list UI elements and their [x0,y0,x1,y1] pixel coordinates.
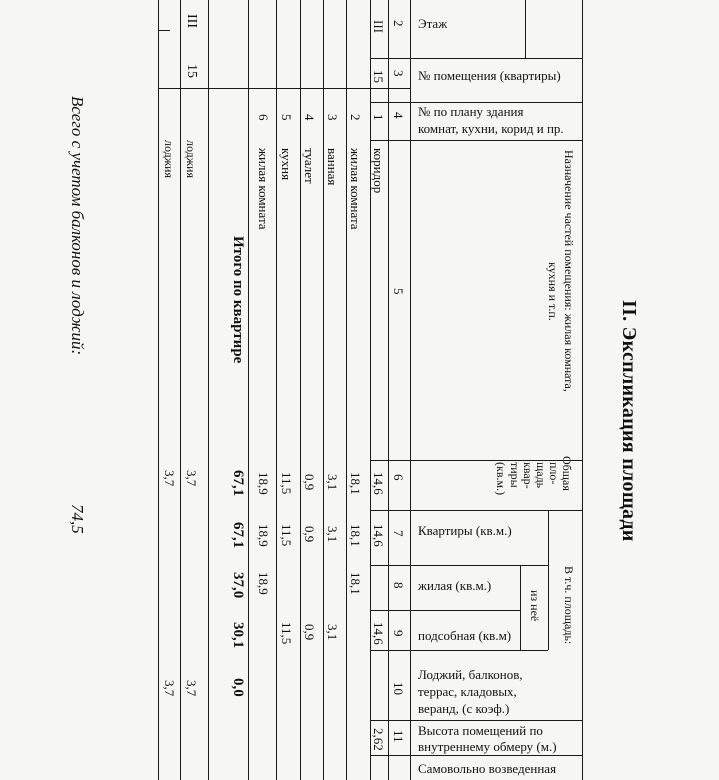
header-total-3: щадь [534,462,548,489]
table-row-flat: 18,1 [348,524,363,547]
table-row-flat: 0,9 [302,526,317,543]
table-row-name: жилая комната [256,148,271,230]
document-title: II. Экспликация площади [618,300,640,542]
table-border-line [276,0,277,780]
loggia-row-loggia: 3,7 [184,680,199,697]
table-row-living: 18,1 [348,572,363,595]
table-row-total: 18,9 [256,472,271,495]
header-height-2: внутреннему обмеру (м.) [418,739,557,754]
column-number: 8 [391,582,406,589]
table-border-line [410,0,411,780]
column-number: 4 [391,112,406,119]
grand-total-label: Всего с учетом балконов и лоджий: [68,96,87,356]
table-border-line [346,0,347,780]
loggia-row-loggia: 3,7 [162,680,177,697]
total-row-aux: 30,1 [230,622,246,649]
table-row-aux: 0,9 [302,624,317,641]
column-number: 5 [391,288,406,295]
table-border-line [520,565,521,650]
header-flat-area: Квартиры (кв.м.) [418,523,512,538]
table-row-aux: 14,6 [371,622,386,645]
header-total-1: Общая [560,456,574,491]
column-number: 6 [391,474,406,481]
table-border-line [370,460,582,461]
column-number: 3 [391,70,406,77]
header-plan-number-2: комнат, кухни, корид и пр. [418,121,564,136]
table-row-name: жилая комната [348,148,363,230]
header-room-number: № помещения (квартиры) [418,68,561,83]
column-number: 2 [391,20,406,27]
table-border-line [370,565,548,566]
table-row-total: 11,5 [279,472,294,495]
header-height-1: Высота помещений по [418,723,543,738]
table-row-name: коридор [371,148,386,194]
loggia-row-total: 3,7 [184,470,199,487]
column-number: 9 [391,630,406,637]
header-total-5: тиры [508,462,522,488]
table-row-total: 18,1 [348,472,363,495]
table-row-total: 14,6 [371,472,386,495]
header-total-2: пло- [547,462,561,485]
loggia-row-name: лоджия [162,140,176,178]
table-border-line [158,88,410,89]
table-border-line [323,0,324,780]
header-total-4: квар- [521,462,535,489]
table-border-line [370,610,520,611]
table-row-flat: 14,6 [371,524,386,547]
table-row-floor: III [371,20,386,33]
header-purpose-2: кухня и т.п. [546,262,560,321]
total-row-total: 67,1 [230,470,246,497]
table-row-name: кухня [279,148,294,181]
header-self-built: Самовольно возведенная [418,761,557,776]
table-row-no: 5 [279,114,294,121]
total-row-living: 37,0 [230,572,246,599]
table-row-flat: 3,1 [325,526,340,543]
loggia-row-apt: 15 [184,64,199,78]
table-border-line [525,0,526,58]
table-border-line [370,140,582,141]
header-purpose-1: Назначение частей помещения: жилая комната, [562,150,576,392]
column-number: 10 [391,682,406,695]
table-border-line [370,510,582,511]
total-row-flat: 67,1 [230,522,246,549]
table-border-line [370,58,582,59]
table-row-aux: 11,5 [279,622,294,645]
loggia-row-name: лоджия [184,140,198,178]
table-border-line [388,0,389,780]
loggia-row-total: 3,7 [162,470,177,487]
table-border-line [248,0,249,780]
table-border-line [158,0,159,780]
table-border-line [370,720,582,721]
table-row-no: 6 [256,114,271,121]
table-row-flat: 11,5 [279,524,294,547]
column-number: 7 [391,530,406,537]
table-border-line [370,650,548,651]
header-living-area: жилая (кв.м.) [418,578,492,593]
header-of-which: из неё [528,590,542,622]
table-border-line [370,755,582,756]
table-row-living: 18,9 [256,572,271,595]
table-border-line [548,510,549,650]
table-row-name: туалет [302,148,317,184]
header-loggia-3: веранд, (с коэф.) [418,701,510,716]
table-row-no: 3 [325,114,340,121]
total-row-label: Итого по квартире [230,236,246,364]
table-row-height: 2,62 [371,728,386,751]
loggia-row-floor: III [184,14,199,28]
table-row-name: ванная [325,148,340,186]
header-loggia-2: террас, кладовых, [418,684,517,699]
table-row-flat: 18,9 [256,524,271,547]
grand-total-value: 74,5 [68,504,87,534]
table-row-total: 0,9 [302,474,317,491]
header-loggia-1: Лоджий, балконов, [418,667,523,682]
table-border-line [208,0,209,780]
table-row-no: 1 [371,114,386,121]
table-border-line [300,0,301,780]
column-number: 11 [391,730,406,743]
table-row-no: 2 [348,114,363,121]
header-aux-area: подсобная (кв.м) [418,628,512,643]
header-including-area: В т.ч. площадь: [562,566,576,645]
header-floor: Этаж [418,16,448,31]
header-plan-number-1: № по плану здания [418,104,524,119]
total-row-loggia: 0,0 [230,678,246,697]
header-total-6: (кв.м.) [494,462,508,496]
table-row-no: 4 [302,114,317,121]
table-row-aux: 3,1 [325,624,340,641]
table-row-apt: 15 [371,70,386,83]
table-border-line [158,30,170,31]
table-border-line [180,0,181,780]
table-row-total: 3,1 [325,474,340,491]
table-border-line [370,102,582,103]
table-border-line [582,0,583,780]
